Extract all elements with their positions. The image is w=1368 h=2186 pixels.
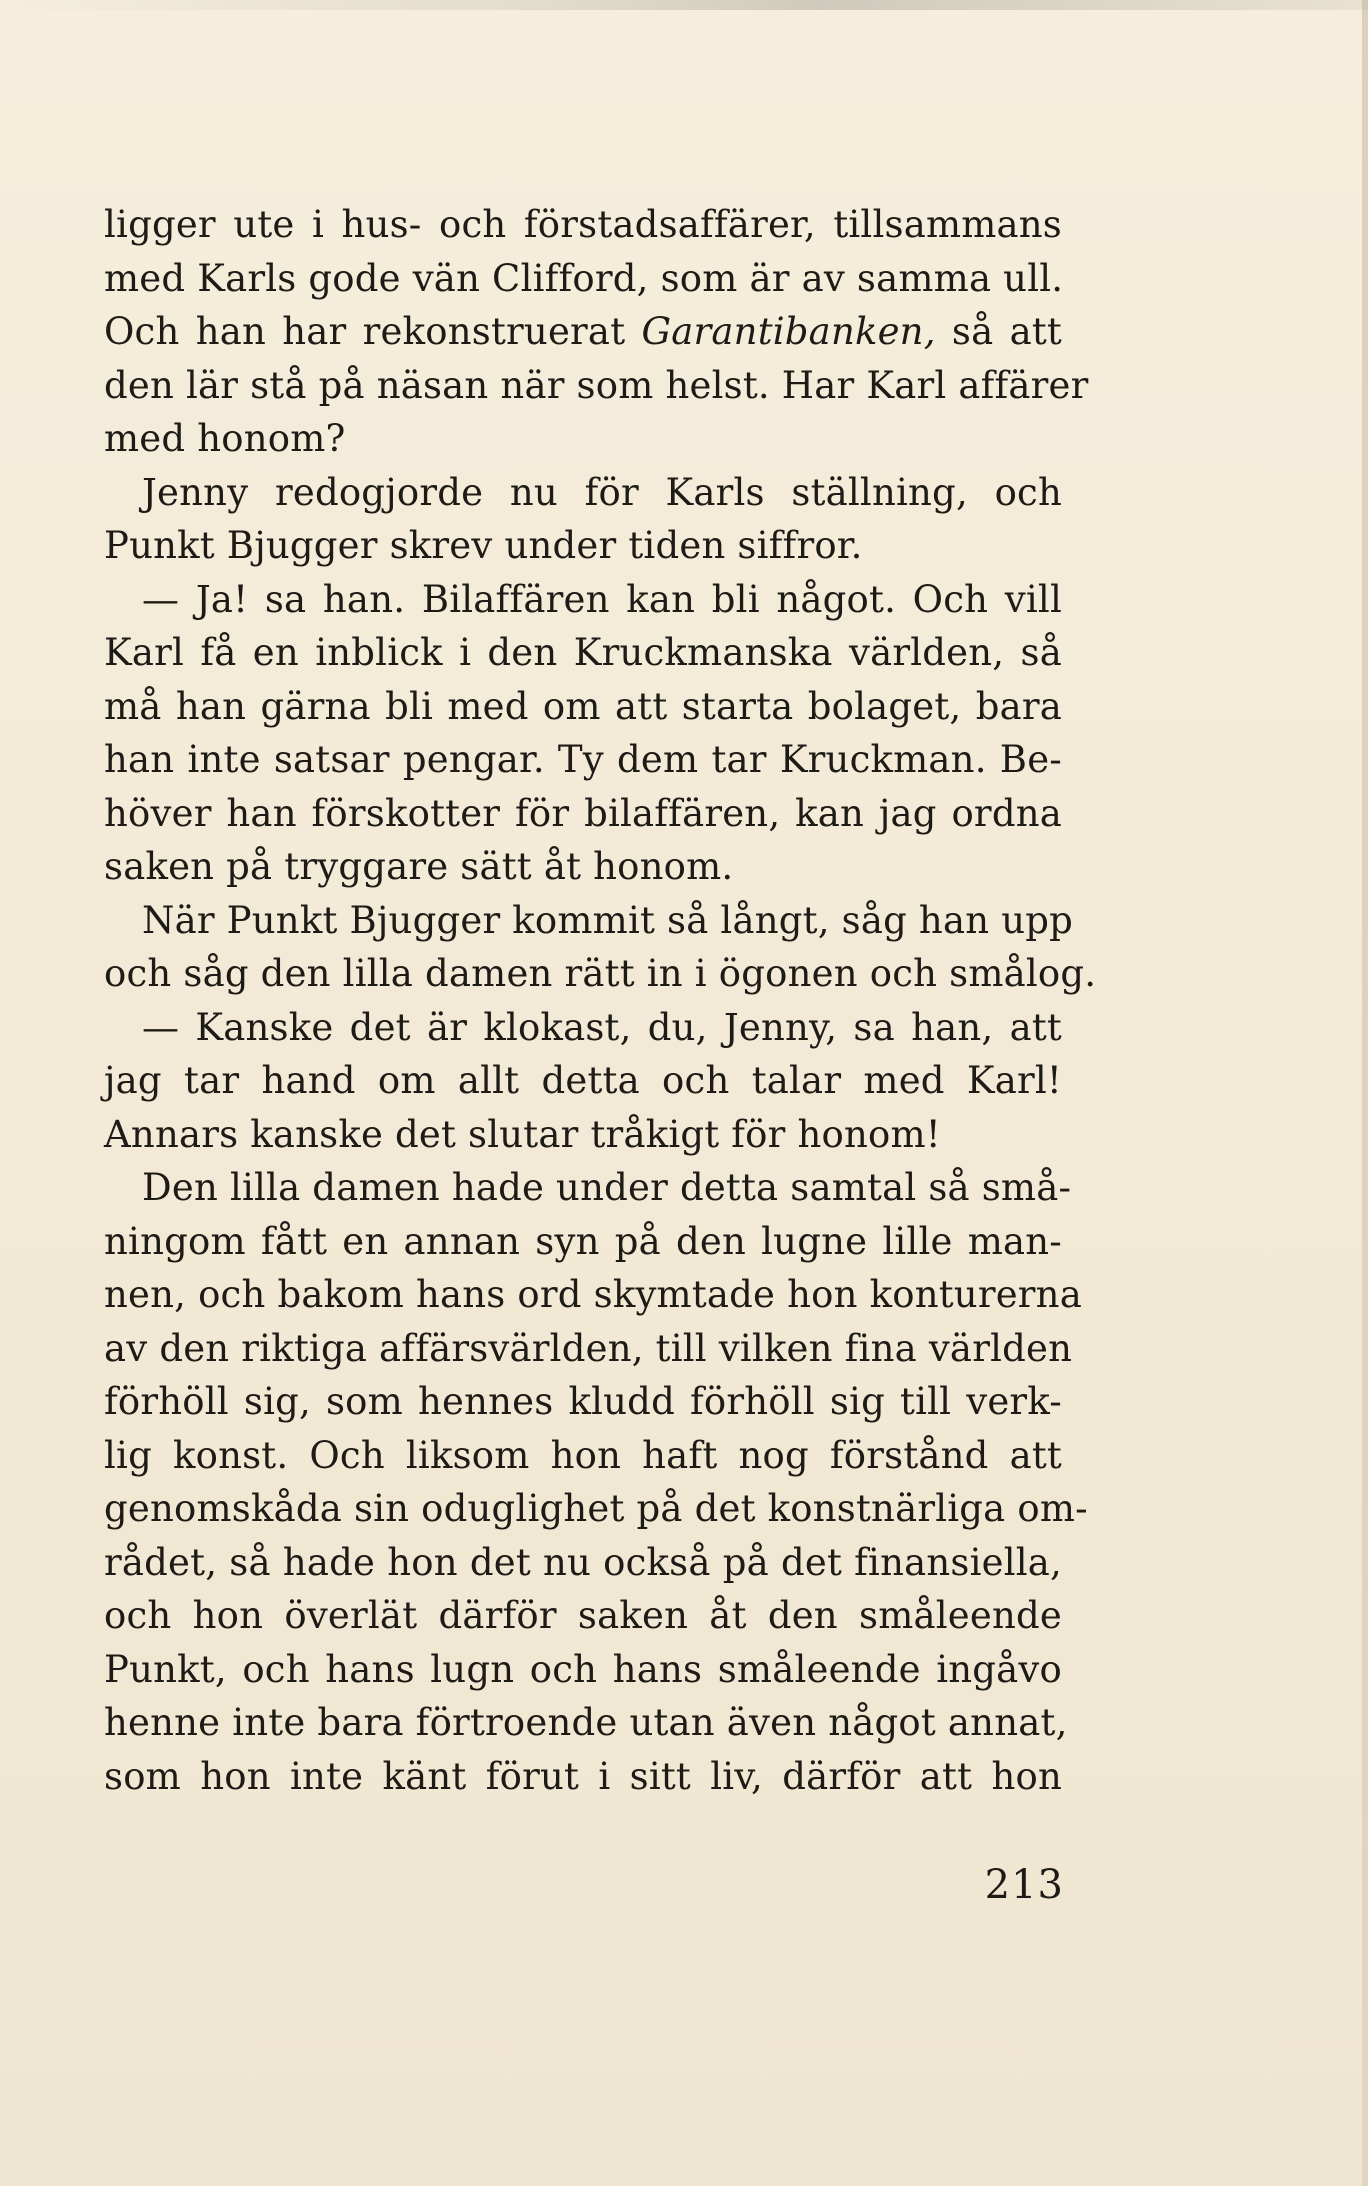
text-line: Punkt, och hans lugn och hans småleende ingåvo — [104, 1647, 1062, 1691]
text-line: må han gärna bli med om att starta bolaget, bara — [104, 684, 1062, 728]
text-segment: Och han har rekonstruerat — [104, 310, 642, 353]
text-line: lig konst. Och liksom hon haft nog förstånd att — [104, 1433, 1062, 1477]
text-line: — Kanske det är klokast, du, Jenny, sa han, att — [142, 1005, 1062, 1049]
text-line: nen, och bakom hans ord skymtade hon konturerna — [104, 1273, 1082, 1316]
text-line: han inte satsar pengar. Ty dem tar Kruckman. Be- — [104, 738, 1062, 781]
text-line: den lär stå på näsan när som helst. Har Karl affärer — [104, 363, 1089, 407]
text-line — [104, 305, 1062, 359]
text-line: Karl få en inblick i den Kruckmanska världen, så — [104, 631, 1062, 674]
text-line: saken på tryggare sätt åt honom. — [104, 845, 734, 888]
text-line: genomskåda sin oduglighet på det konstnärliga om- — [104, 1487, 1088, 1530]
text-line: Punkt Bjugger skrev under tiden siffror. — [104, 524, 863, 567]
text-line: med Karls gode vän Clifford, som är av samma ull. — [104, 256, 1064, 300]
text-line: När Punkt Bjugger kommit så långt, såg han upp — [142, 898, 1074, 942]
text-line: och hon överlät därför saken åt den småleende — [104, 1594, 1062, 1637]
text-line: med honom? — [104, 417, 346, 460]
text-segment: så att — [935, 310, 1062, 353]
text-line: — Ja! sa han. Bilaffären kan bli något. Och vill — [142, 577, 1062, 621]
page-top-edge — [0, 0, 1368, 10]
text-line: av den riktiga affärsvärlden, till vilken fina världen — [104, 1326, 1073, 1370]
text-line: ningom fått en annan syn på den lugne lille man- — [104, 1219, 1062, 1263]
text-line: Den lilla damen hade under detta samtal så små- — [142, 1166, 1072, 1209]
text-line: höver han förskotter för bilaffären, kan jag ordna — [104, 791, 1062, 835]
text-line: som hon inte känt förut i sitt liv, därför att hon — [104, 1754, 1062, 1798]
page-right-edge — [1362, 0, 1368, 2186]
text-line: Annars kanske det slutar tråkigt för honom! — [104, 1112, 941, 1156]
text-line: förhöll sig, som hennes kludd förhöll sig till verk- — [104, 1380, 1062, 1423]
italic-title: Garantibanken, — [641, 310, 936, 353]
text-line: jag tar hand om allt detta och talar med Karl! — [104, 1059, 1062, 1102]
text-line: henne inte bara förtroende utan även något annat, — [104, 1701, 1068, 1744]
text-line: och såg den lilla damen rätt in i ögonen och smålog. — [104, 952, 1097, 995]
body-text — [104, 198, 1097, 1803]
text-line: Jenny redogjorde nu för Karls ställning, och — [142, 470, 1062, 514]
page-number: 213 — [984, 1862, 1064, 1908]
text-line: rådet, så hade hon det nu också på det finansiella, — [104, 1540, 1062, 1584]
text-line: ligger ute i hus- och förstadsaffärer, tillsammans — [104, 203, 1062, 246]
